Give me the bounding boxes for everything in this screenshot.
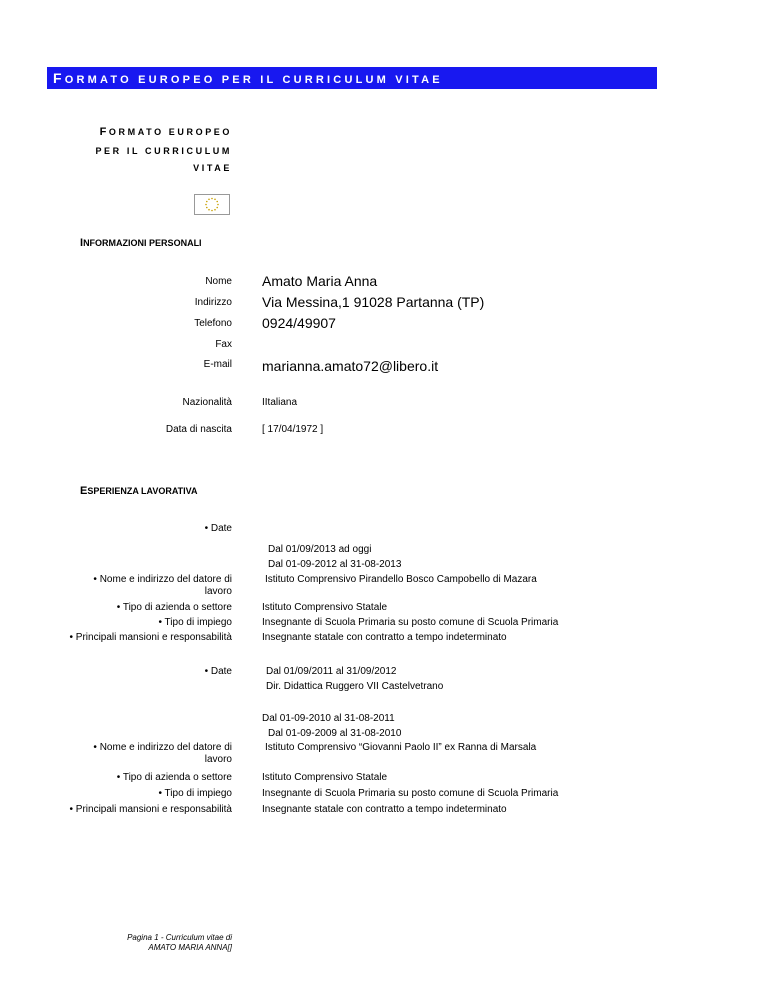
side-title-initial: F — [99, 126, 109, 138]
date-1-line-2: Dal 01-09-2012 al 31-08-2013 — [268, 559, 402, 570]
section-text: SPERIENZA LAVORATIVA — [87, 486, 198, 496]
label-date-2: • Date — [204, 666, 232, 677]
label-employer-3 — [93, 742, 232, 766]
side-title-line-1 — [100, 126, 232, 138]
label-nazionalita: Nazionalità — [182, 397, 232, 408]
label-employer-3-line-1: • Nome e indirizzo del datore di — [93, 742, 232, 753]
date-2-line-1: Dal 01/09/2011 al 31/09/2012 — [266, 666, 397, 677]
value-job-3: Insegnante di Scuola Primaria su posto comune di Scuola Primaria — [262, 788, 559, 799]
label-data-nascita: Data di nascita — [165, 424, 232, 435]
value-nazionalita: IItaliana — [262, 397, 298, 408]
value-nome: Amato Maria Anna — [262, 273, 378, 289]
footer-line-1: Pagina 1 - Curriculum vitae di — [127, 933, 232, 942]
date-3-line-2: Dal 01-09-2009 al 31-08-2010 — [268, 728, 402, 739]
value-job-1: Insegnante di Scuola Primaria su posto comune di Scuola Primaria — [262, 617, 559, 628]
label-type-3: • Tipo di azienda o settore — [116, 772, 232, 783]
label-employer-1-line-2: lavoro — [204, 586, 232, 597]
value-data-nascita: [ 17/04/1972 ] — [262, 424, 324, 435]
label-fax: Fax — [215, 339, 232, 350]
page-footer — [127, 933, 232, 953]
label-nome: Nome — [205, 276, 232, 287]
value-type-1: Istituto Comprensivo Statale — [262, 602, 388, 613]
footer-line-2: AMATO MARIA ANNA[] — [148, 943, 232, 952]
label-email: E-mail — [203, 359, 232, 370]
date-3-line-1: Dal 01-09-2010 al 31-08-2011 — [262, 713, 395, 724]
section-heading-personal — [80, 237, 202, 249]
date-2-line-2: Dir. Didattica Ruggero VII Castelvetrano — [266, 681, 444, 692]
value-employer-3: Istituto Comprensivo “Giovanni Paolo II” ex Ranna di Marsala — [265, 742, 537, 753]
label-duties-1: • Principali mansioni e responsabilità — [69, 632, 232, 643]
label-employer-1-line-1: • Nome e indirizzo del datore di — [93, 574, 232, 585]
value-duties-1: Insegnante statale con contratto a tempo indeterminato — [262, 632, 507, 643]
label-indirizzo: Indirizzo — [194, 297, 232, 308]
eu-flag-icon — [194, 194, 230, 215]
label-job-3: • Tipo di impiego — [158, 788, 232, 799]
banner-text: ORMATO EUROPEO PER IL CURRICULUM VITAE — [64, 74, 443, 86]
label-employer-1 — [93, 574, 232, 598]
side-title-rest: ORMATO EUROPEO — [108, 127, 232, 137]
side-title-line-2: PER IL CURRICULUM — [95, 146, 232, 156]
section-initial: E — [80, 485, 88, 497]
value-employer-1: Istituto Comprensivo Pirandello Bosco Campobello di Mazara — [265, 574, 537, 585]
banner-initial: F — [53, 70, 65, 86]
value-telefono: 0924/49907 — [262, 315, 336, 331]
label-duties-3: • Principali mansioni e responsabilità — [69, 804, 232, 815]
label-employer-3-line-2: lavoro — [204, 754, 232, 765]
section-text: NFORMAZIONI PERSONALI — [83, 238, 202, 248]
value-email: marianna.amato72@libero.it — [262, 358, 439, 374]
label-telefono: Telefono — [194, 318, 232, 329]
section-initial: I — [80, 237, 84, 249]
label-type-1: • Tipo di azienda o settore — [116, 602, 232, 613]
label-job-1: • Tipo di impiego — [158, 617, 232, 628]
label-date-1: • Date — [204, 523, 232, 534]
section-heading-experience — [80, 485, 198, 497]
value-duties-3: Insegnante statale con contratto a tempo indeterminato — [262, 804, 507, 815]
value-type-3: Istituto Comprensivo Statale — [262, 772, 388, 783]
value-indirizzo: Via Messina,1 91028 Partanna (TP) — [262, 294, 485, 310]
date-1-line-1: Dal 01/09/2013 ad oggi — [268, 544, 372, 555]
document-banner — [47, 67, 657, 89]
side-title-line-3: VITAE — [193, 163, 232, 173]
